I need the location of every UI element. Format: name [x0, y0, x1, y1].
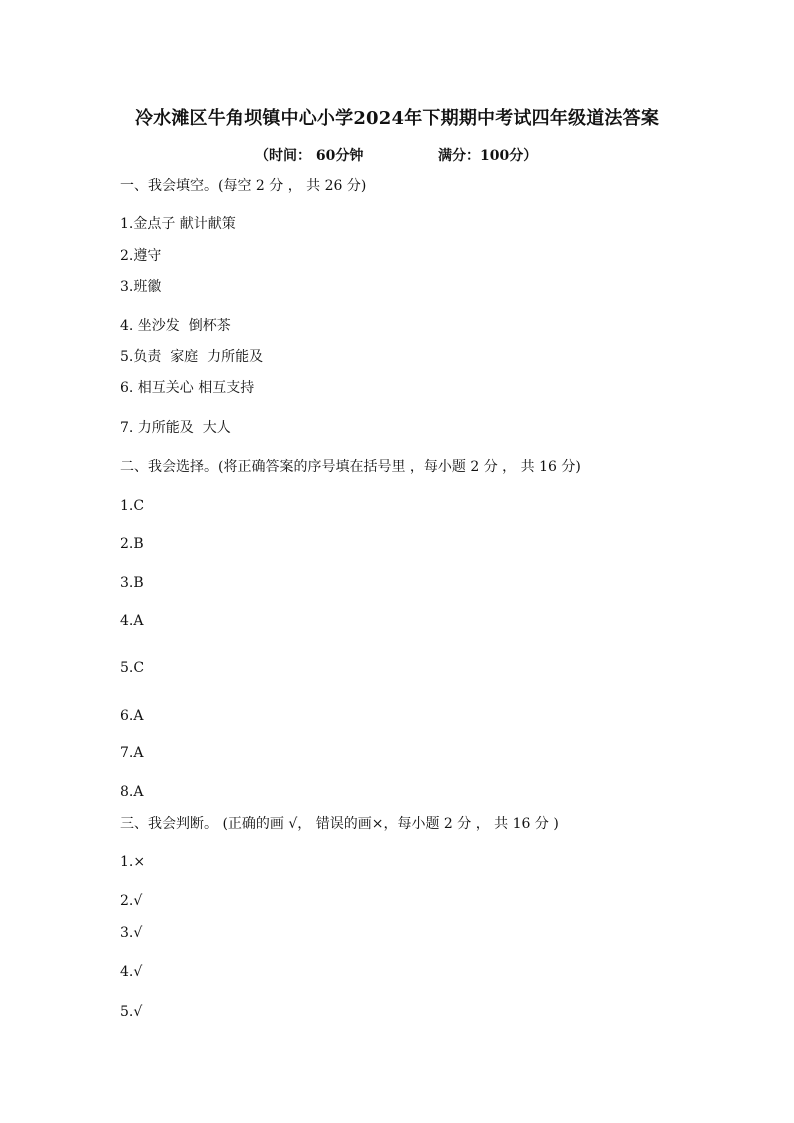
answer-item: 7. 力所能及 大人 — [120, 420, 231, 436]
answer-item: 4.√ — [120, 964, 143, 980]
answer-item: 2.遵守 — [120, 248, 162, 264]
answer-item: 3.√ — [120, 925, 143, 941]
section-heading-fill-blank: 一、我会填空。(每空 2 分 ， 共 26 分) — [120, 178, 367, 194]
answer-item: 5.负责 家庭 力所能及 — [120, 349, 264, 365]
answer-item: 5.√ — [120, 1004, 143, 1020]
answer-item: 6. 相互关心 相互支持 — [120, 380, 255, 396]
answer-item: 3.B — [120, 575, 144, 591]
document-title: 冷水滩区牛角坝镇中心小学2024年下期期中考试四年级道法答案 — [134, 108, 660, 129]
answer-item: 2.√ — [120, 893, 143, 909]
answer-item: 4.A — [120, 613, 144, 629]
answer-item: 1.× — [120, 854, 146, 870]
answer-item: 2.B — [120, 536, 144, 552]
answer-item: 5.C — [120, 660, 145, 676]
answer-item: 3.班徽 — [120, 279, 162, 295]
answer-item: 1.C — [120, 498, 145, 514]
exam-time: （时间： 60分钟 — [255, 148, 364, 164]
answer-item: 6.A — [120, 708, 144, 724]
section-heading-multiple-choice: 二、我会选择。(将正确答案的序号填在括号里 ，每小题 2 分 ， 共 16 分) — [120, 459, 581, 475]
exam-total-score: 满分：100分） — [438, 148, 538, 164]
section-heading-true-false: 三、我会判断。 (正确的画 √， 错误的画×，每小题 2 分 ， 共 16 分 ) — [120, 816, 559, 832]
answer-item: 7.A — [120, 745, 144, 761]
answer-item: 1.金点子 献计献策 — [120, 216, 236, 232]
answer-item: 8.A — [120, 784, 144, 800]
answer-item: 4. 坐沙发 倒杯茶 — [120, 318, 231, 334]
